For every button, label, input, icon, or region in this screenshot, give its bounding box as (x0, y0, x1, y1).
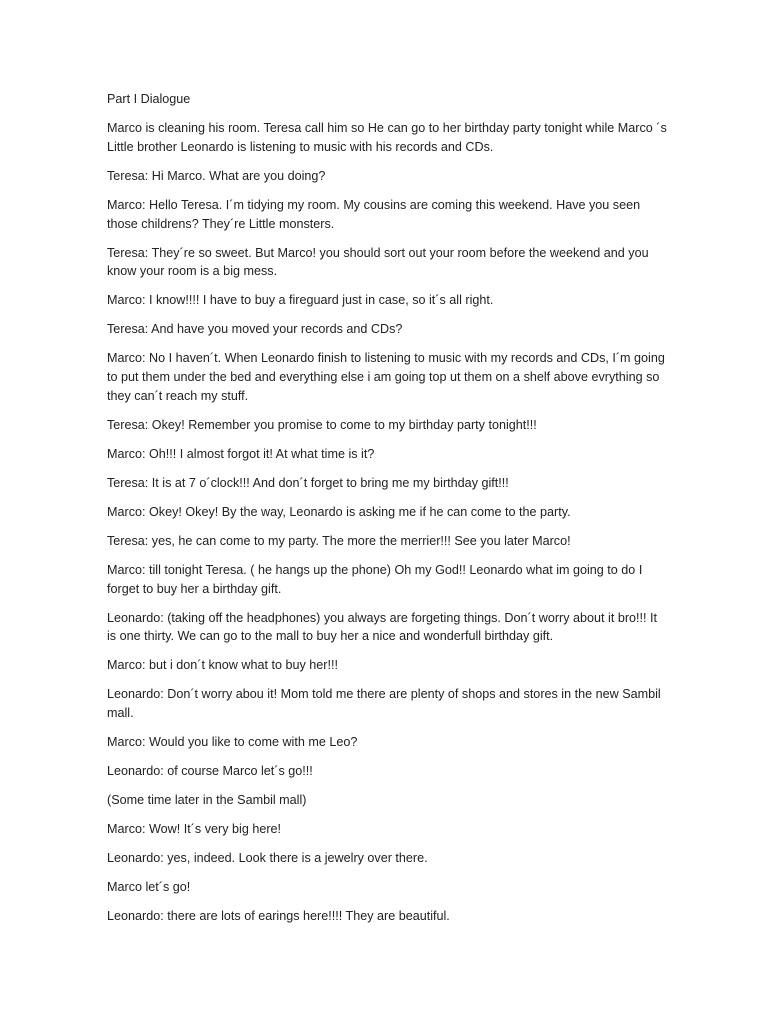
dialogue-line: Teresa: They´re so sweet. But Marco! you should sort out your room before the weekend and you know your room is a big mess. (107, 245, 649, 279)
dialogue-line: Marco: Oh!!! I almost forgot it! At what time is it? (107, 446, 375, 461)
dialogue-line: Marco: No I haven´t. When Leonardo finish to listening to music with my records and CDs, I´m going to put them under the bed and everything else i am going top ut them on a shelf above evrything so they can´t reach my stuff. (107, 351, 665, 403)
stage-direction: (Some time later in the Sambil mall) (107, 793, 307, 808)
dialogue-line: Marco: till tonight Teresa. ( he hangs up the phone) Oh my God!! Leonardo what im going to do I forget to buy her a birthday gift. (107, 562, 643, 596)
dialogue-line: Marco: Wow! It´s very big here! (107, 822, 282, 837)
dialogue-line: Marco: Would you like to come with me Leo? (107, 735, 358, 750)
dialogue-line: Leonardo: (taking off the headphones) you always are forgeting things. Don´t worry about it bro!!! It is one thirty. We can go to the mall to buy her a nice and wonderfull birthday gift. (107, 610, 658, 644)
dialogue-line: Marco: Hello Teresa. I´m tidying my room. My cousins are coming this weekend. Have you seen those childrens? They´re Little monsters. (107, 197, 641, 231)
dialogue-line: Teresa: And have you moved your records and CDs? (107, 322, 403, 337)
narration-paragraph: Marco is cleaning his room. Teresa call him so He can go to her birthday party tonight while Marco ´s Little brother Leonardo is listening to music with his records and CDs. (107, 120, 667, 154)
dialogue-line: Marco: but i don´t know what to buy her!!! (107, 658, 338, 673)
dialogue-line: Leonardo: there are lots of earings here!!!! They are beautiful. (107, 909, 450, 924)
dialogue-line: Leonardo: yes, indeed. Look there is a jewelry over there. (107, 851, 428, 866)
dialogue-line: Marco let´s go! (107, 880, 191, 895)
dialogue-line: Marco: Okey! Okey! By the way, Leonardo is asking me if he can come to the party. (107, 504, 571, 519)
dialogue-line: Leonardo: of course Marco let´s go!!! (107, 764, 313, 779)
dialogue-line: Teresa: yes, he can come to my party. The more the merrier!!! See you later Marco! (107, 533, 571, 548)
dialogue-line: Teresa: Hi Marco. What are you doing? (107, 168, 326, 183)
dialogue-line: Teresa: Okey! Remember you promise to come to my birthday party tonight!!! (107, 417, 537, 432)
dialogue-line: Teresa: It is at 7 o´clock!!! And don´t forget to bring me my birthday gift!!! (107, 475, 509, 490)
dialogue-line: Leonardo: Don´t worry abou it! Mom told me there are plenty of shops and stores in the new Sambil mall. (107, 687, 661, 721)
section-heading: Part I Dialogue (107, 92, 191, 106)
document-body (107, 90, 667, 936)
dialogue-line: Marco: I know!!!! I have to buy a fireguard just in case, so it´s all right. (107, 293, 494, 308)
